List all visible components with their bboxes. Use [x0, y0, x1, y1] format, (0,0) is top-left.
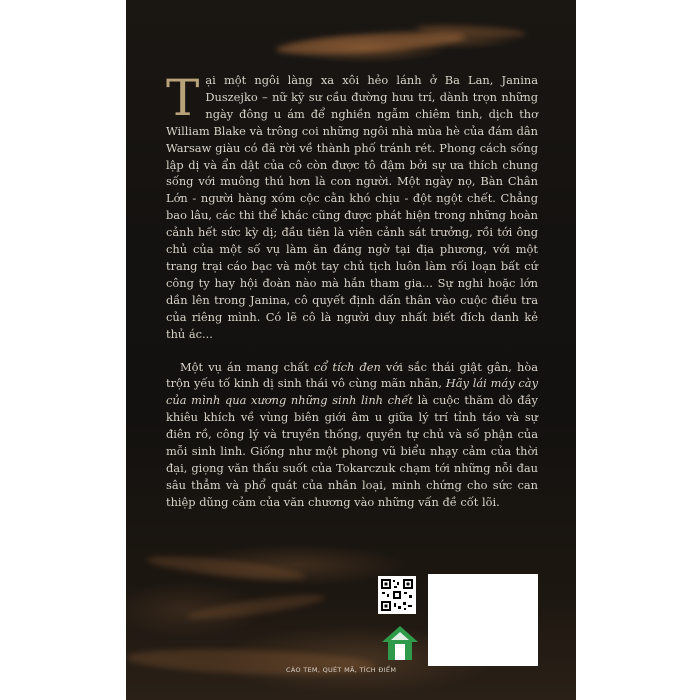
synopsis-paragraph-1: [166, 69, 538, 343]
paragraph-2-italic-genre: cổ tích đen: [313, 359, 381, 374]
book-back-cover: [126, 0, 576, 700]
qr-code-icon: [380, 578, 414, 612]
paragraph-2-italic-book-title: Hãy lái máy cày của mình qua xương những sinh linh chết: [166, 376, 539, 408]
publisher-house-logo-icon: [378, 622, 422, 666]
synopsis-text: [166, 69, 539, 527]
drop-cap: T: [166, 69, 200, 127]
synopsis-paragraph-2: [166, 359, 538, 511]
paragraph-2-text: Một vụ án mang chất: [180, 359, 314, 374]
barcode-sticker-area: [428, 574, 538, 666]
publisher-house-logo-icon: [378, 622, 422, 666]
texture-streak: [186, 590, 327, 623]
paragraph-2-text: là cuộc thăm dò đầy khiêu khích về vùng biên giới âm u giữa lý trí tỉnh táo và sự điên rồ, công lý và truyền thống, quyền tự chủ và số phận của mỗi sinh linh. Giống như một phong vũ biểu nhạy cảm của thời đại, giọng văn thấu suốt của Tokarczuk chạm tới những nỗi đau sâu thẳm và phổ quát của nhân loại, minh chứng cho sức can thiệp dũng cảm của văn chương vào những vấn đề cốt lõi.: [166, 393, 538, 509]
paragraph-1-text: ại một ngôi làng xa xôi hẻo lánh ở Ba Lan, Janina Duszejko – nữ kỹ sư cầu đường hưu trí, dành trọn những ngày đông u ám để nghiền ngẫm chiêm tinh, dịch thơ William Blake và trông coi những ngôi nhà mùa hè của đám dân Warsaw giàu có đã rời về thành phố tránh rét. Phong cách sống lập dị và ẩn dật của cô còn được tô đậm bởi sự ưa thích chung sống với muông thú hơn là con người. Một ngày nọ, Bàn Chân Lớn - người hàng xóm cộc cằn khó chịu - đột ngột chết. Chẳng bao lâu, các thi thể khác cũng được phát hiện trong những hoàn cảnh hết sức kỳ dị; đầu tiên là viên cảnh sát trưởng, rồi tới ông chủ của một số vụ làm ăn đáng ngờ tại địa phương, với một trang trại cáo bạc và một tay chủ tịch luôn làm rối loạn bất cứ công ty hay hội đoàn nào mà hắn tham gia... Sự nghi hoặc lớn dần lên trong Janina, cô quyết định dấn thân vào cuộc điều tra của riêng mình. Có lẽ cô là người duy nhất biết đích danh kẻ thủ ác...: [166, 73, 538, 341]
qr-code-icon[interactable]: [378, 576, 416, 614]
texture-streak: [146, 552, 307, 585]
paragraph-2-text: với sắc thái giật gân, hòa trộn yếu tố kinh dị sinh thái vô cùng mãn nhãn,: [166, 359, 538, 391]
scratch-scan-caption: CÀO TEM, QUÉT MÃ, TÍCH ĐIỂM: [286, 666, 397, 674]
